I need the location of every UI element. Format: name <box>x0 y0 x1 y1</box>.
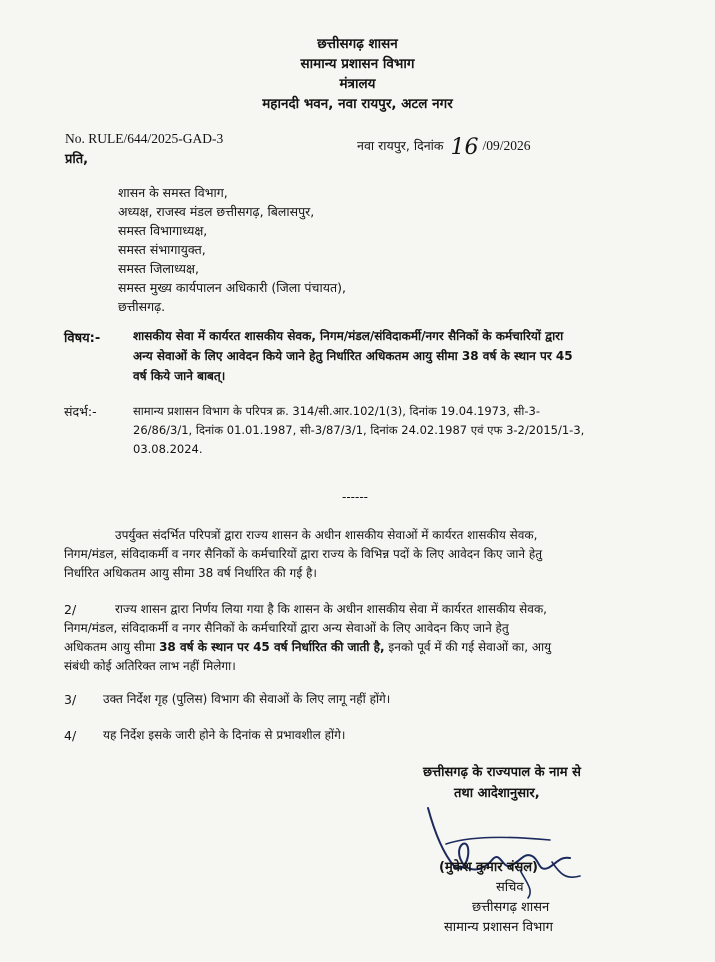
header-address: महानदी भवन, नवा रायपुर, अटल नगर <box>262 96 453 112</box>
date-suffix: /09/2026 <box>482 138 531 153</box>
reference-line: 26/86/3/1, दिनांक 01.01.1987, सी-3/87/3/1, दिनांक 24.02.1987 एवं एफ 3-2/2015/1-3, <box>133 423 585 437</box>
header-department: सामान्य प्रशासन विभाग <box>300 56 415 72</box>
text-run: अधिकतम आयु सीमा <box>64 640 160 654</box>
signatory-name: (मुकेश कुमार बंसल) <box>439 860 538 875</box>
reference-line: 03.08.2024. <box>133 442 203 456</box>
paragraph-2-line <box>64 639 551 657</box>
order-number: No. RULE/644/2025-GAD-3 <box>65 131 224 146</box>
to-label: प्रति, <box>65 152 89 167</box>
signatory-government: छत्तीसगढ़ शासन <box>472 900 550 915</box>
reference-label: संदर्भ:- <box>64 404 97 419</box>
subject-line: वर्ष किये जाने बाबत्। <box>133 369 226 383</box>
signatory-department: सामान्य प्रशासन विभाग <box>444 920 553 935</box>
on-behalf-line: छत्तीसगढ़ के राज्यपाल के नाम से <box>423 765 581 780</box>
paragraph-1-line: निगम/मंडल, संविदाकर्मी व नगर सैनिकों के कर्मचारियों द्वारा राज्य के विभिन्न पदों के लिए आवेदन किए जाने हेतु <box>64 547 543 561</box>
paragraph-2-line: राज्य शासन द्वारा निर्णय लिया गया है कि शासन के अधीन शासकीय सेवा में कार्यरत शासकीय सेवक, <box>115 602 547 616</box>
on-behalf-line: तथा आदेशानुसार, <box>454 786 540 801</box>
subject-line: शासकीय सेवा में कार्यरत शासकीय सेवक, निगम/मंडल/संविदाकर्मी/नगर सैनिकों के कर्मचारियों द्वारा <box>133 329 564 343</box>
paragraph-4-number: 4/ <box>64 728 77 743</box>
separator: ------ <box>342 490 368 504</box>
header-ministry: मंत्रालय <box>339 76 376 92</box>
reference-line: सामान्य प्रशासन विभाग के परिपत्र क्र. 314/सी.आर.102/1(3), दिनांक 19.04.1973, सी-3- <box>133 404 540 418</box>
addressee-line: शासन के समस्त विभाग, <box>118 185 228 200</box>
paragraph-3-text: उक्त निर्देश गृह (पुलिस) विभाग की सेवाओं के लिए लागू नहीं होंगे। <box>103 692 391 706</box>
signatory-designation: सचिव <box>496 880 524 895</box>
paragraph-1-line: उपर्युक्त संदर्भित परिपत्रों द्वारा राज्य शासन के अधीन शासकीय सेवाओं में कार्यरत शासकीय सेवक, <box>115 528 538 542</box>
paragraph-2-line: संबंधी कोई अतिरिक्त लाभ नहीं मिलेगा। <box>64 659 236 673</box>
addressee-line: अध्यक्ष, राजस्व मंडल छत्तीसगढ़, बिलासपुर, <box>118 204 315 219</box>
text-run: इनको पूर्व में की गई सेवाओं का, आयु <box>384 640 552 654</box>
paragraph-4-text: यह निर्देश इसके जारी होने के दिनांक से प्रभावशील होंगे। <box>103 728 346 742</box>
handwritten-day: 16 <box>450 135 479 160</box>
addressee-line: समस्त संभागायुक्त, <box>118 242 206 257</box>
addressee-line: छत्तीसगढ़. <box>118 299 166 314</box>
date-prefix: नवा रायपुर, दिनांक <box>357 138 444 153</box>
paragraph-2-line: निगम/मंडल, संविदाकर्मी व नगर सैनिकों के कर्मचारियों द्वारा अन्य सेवाओं के लिए आवेदन किए जाने हेतु <box>64 621 509 635</box>
paragraph-1-line: निर्धारित अधिकतम आयु सीमा 38 वर्ष निर्धारित की गई है। <box>64 566 317 580</box>
subject-label: विषय:- <box>64 331 101 346</box>
paragraph-3-number: 3/ <box>64 692 77 707</box>
emphasis-text: 38 वर्ष के स्थान पर 45 वर्ष निर्धारित की जाती है, <box>159 640 385 654</box>
header-state: छत्तीसगढ़ शासन <box>317 36 398 52</box>
addressee-line: समस्त जिलाध्यक्ष, <box>118 261 199 276</box>
order-date <box>357 131 531 160</box>
paragraph-2-number: 2/ <box>64 602 77 617</box>
subject-line: अन्य सेवाओं के लिए आवेदन किये जाने हेतु निर्धारित अधिकतम आयु सीमा 38 वर्ष के स्थान पर 45 <box>133 349 573 363</box>
addressee-line: समस्त विभागाध्यक्ष, <box>118 223 208 238</box>
addressee-line: समस्त मुख्य कार्यपालन अधिकारी (जिला पंचायत), <box>118 280 346 295</box>
